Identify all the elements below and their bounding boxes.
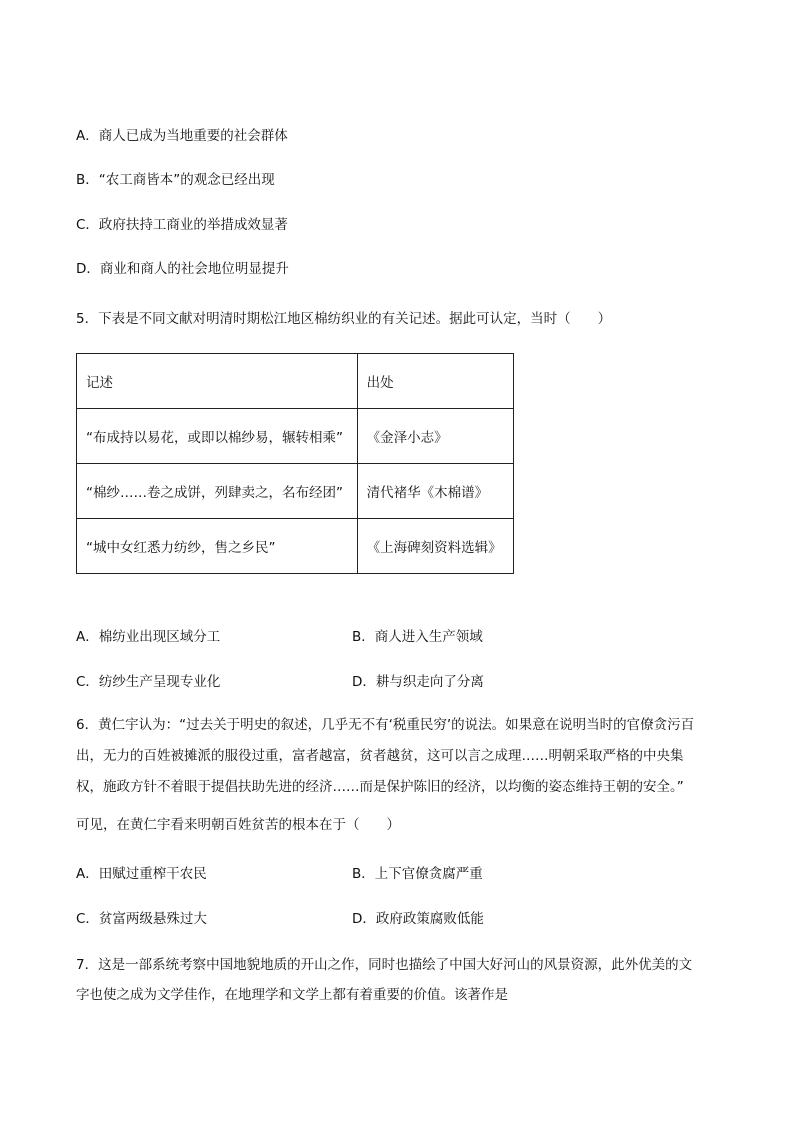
table-row bbox=[77, 519, 514, 574]
q5-option-a: A．棉纺业出现区域分工 bbox=[76, 629, 221, 645]
q4-option-a: A．商人已成为当地重要的社会群体 bbox=[76, 128, 288, 144]
q6-option-c: C．贫富两级悬殊过大 bbox=[76, 911, 207, 927]
q4-option-c: C．政府扶持工商业的举措成效显著 bbox=[76, 217, 288, 233]
table-row bbox=[77, 409, 514, 464]
q5-option-d: D．耕与织走向了分离 bbox=[352, 674, 484, 690]
q4-option-d: D．商业和商人的社会地位明显提升 bbox=[76, 261, 289, 277]
table-row bbox=[77, 464, 514, 519]
q7-stem-line: 7．这是一部系统考察中国地貌地质的开山之作，同时也描绘了中国大好河山的风景资源，此外优美的文 bbox=[76, 957, 693, 973]
q5-option-c: C．纺纱生产呈现专业化 bbox=[76, 674, 221, 690]
q5-source-table bbox=[76, 353, 514, 574]
table-cell: 《上海碑刻资料选辑》 bbox=[357, 519, 513, 574]
table-cell: “布成持以易花，或即以棉纱易，辗转相乘” bbox=[77, 409, 358, 464]
q7-stem-line: 字也使之成为文学佳作，在地理学和文学上都有着重要的价值。该著作是 bbox=[76, 987, 508, 1003]
table-cell: “城中女红悉力纺纱，售之乡民” bbox=[77, 519, 358, 574]
q6-stem-line: 权，施政方针不着眼于提倡扶助先进的经济……而是保护陈旧的经济，以均衡的姿态维持王朝的安全。” bbox=[76, 779, 684, 795]
q4-option-b: B．“农工商皆本”的观念已经出现 bbox=[76, 172, 275, 188]
table-cell: 《金泽小志》 bbox=[357, 409, 513, 464]
q5-stem: 5．下表是不同文献对明清时期松江地区棉纺织业的有关记述。据此可认定，当时（ ） bbox=[76, 311, 612, 327]
q6-stem-line: 6．黄仁宇认为：“过去关于明史的叙述，几乎无不有‘税重民穷’的说法。如果意在说明当时的官僚贪污百 bbox=[76, 717, 695, 733]
table-cell: “棉纱……卷之成饼，列肆卖之，名布经团” bbox=[77, 464, 358, 519]
q5-option-b: B．商人进入生产领域 bbox=[352, 629, 483, 645]
table-header-row bbox=[77, 354, 514, 409]
table-cell: 清代褚华《木棉谱》 bbox=[357, 464, 513, 519]
q6-option-a: A．田赋过重榨干农民 bbox=[76, 866, 207, 882]
table-header-cell: 出处 bbox=[357, 354, 513, 409]
q6-option-b: B．上下官僚贪腐严重 bbox=[352, 866, 483, 882]
q6-option-d: D．政府政策腐败低能 bbox=[352, 911, 484, 927]
q6-stem-line: 出，无力的百姓被摊派的服役过重，富者越富，贫者越贫，这可以言之成理……明朝采取严格的中央集 bbox=[76, 748, 684, 764]
table-header-cell: 记述 bbox=[77, 354, 358, 409]
q6-stem-line: 可见，在黄仁宇看来明朝百姓贫苦的根本在于（ ） bbox=[76, 817, 400, 833]
